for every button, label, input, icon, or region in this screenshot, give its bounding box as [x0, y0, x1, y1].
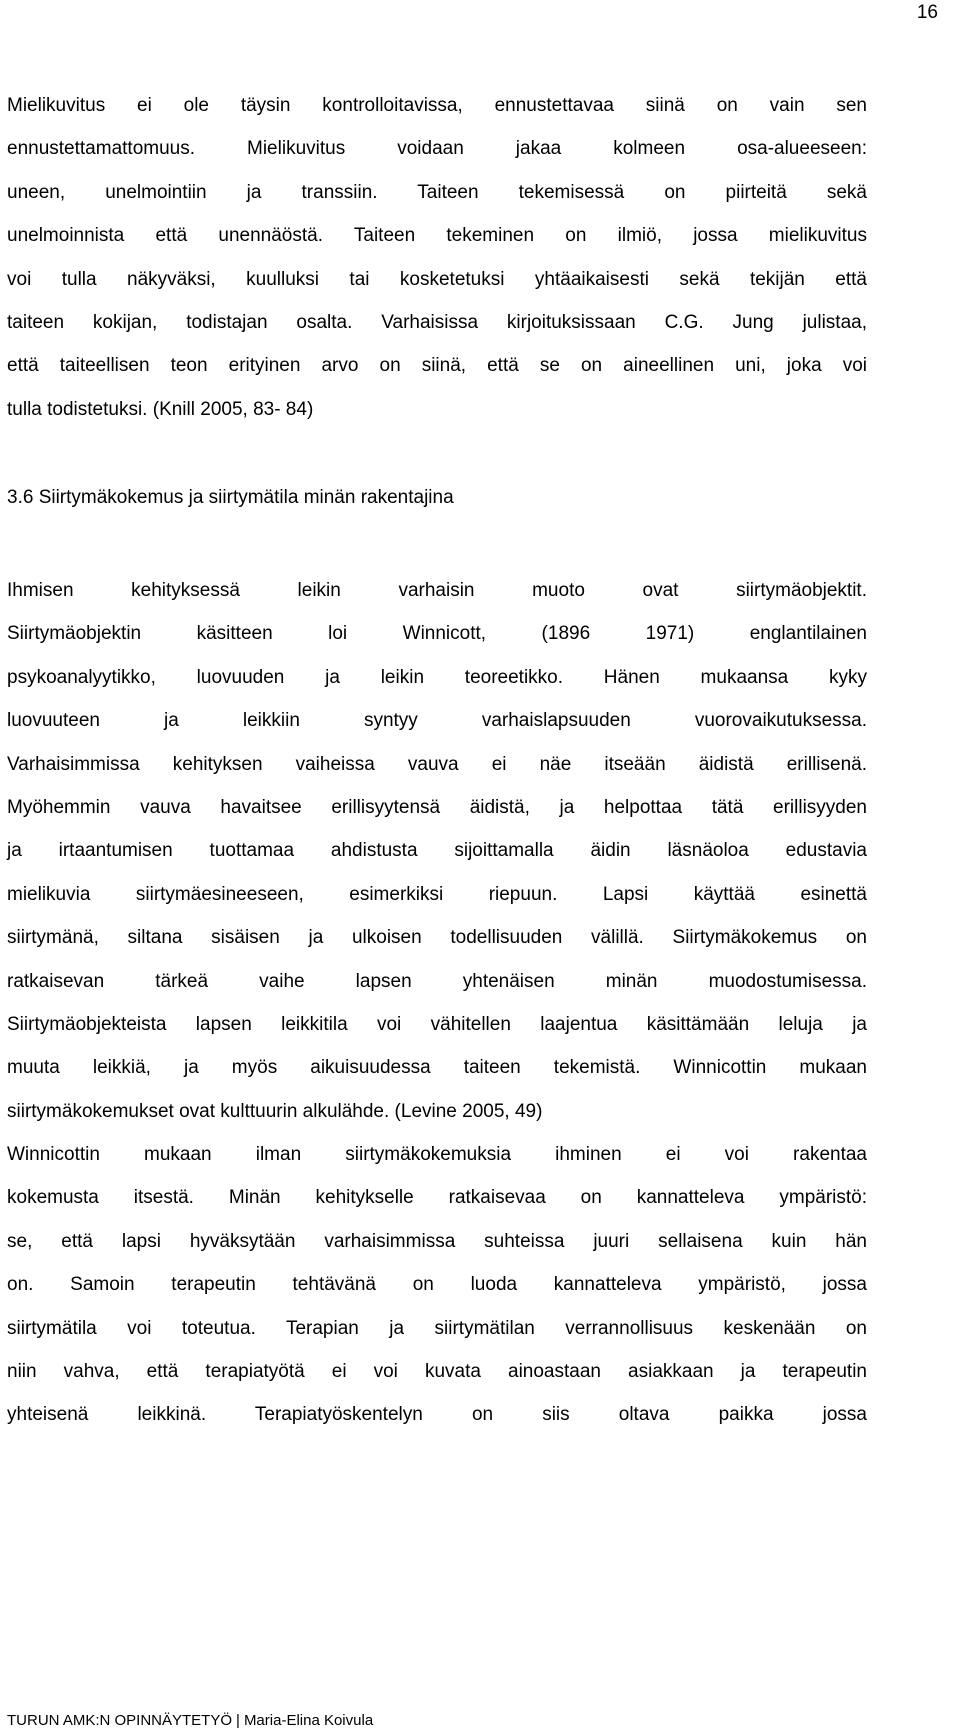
- text-line: siirtymänä, siltana sisäisen ja ulkoisen todellisuuden välillä. Siirtymäkokemus on: [7, 927, 867, 949]
- text-line: yhteisenä leikkinä. Terapiatyöskentelyn on siis oltava paikka jossa: [7, 1404, 867, 1426]
- text-line: se, että lapsi hyväksytään varhaisimmissa suhteissa juuri sellaisena kuin hän: [7, 1230, 867, 1252]
- text-line: Myöhemmin vauva havaitsee erillisyytensä äidistä, ja helpottaa tätä erillisyyden: [7, 797, 867, 819]
- text-line: Varhaisimmissa kehityksen vaiheissa vauva ei näe itseään äidistä erillisenä.: [7, 753, 867, 775]
- footer-author: Maria-Elina Koivula: [243, 1712, 374, 1729]
- text-line: Mielikuvitus ei ole täysin kontrolloitavissa, ennustettavaa siinä on vain sen: [7, 95, 867, 116]
- text-line: Ihmisen kehityksessä leikin varhaisin muoto ovat siirtymäobjektit.: [7, 580, 867, 601]
- text-line: mielikuvia siirtymäesineeseen, esimerkiksi riepuun. Lapsi käyttää esinettä: [7, 883, 867, 905]
- text-line: muuta leikkiä, ja myös aikuisuudessa taiteen tekemistä. Winnicottin mukaan: [7, 1057, 867, 1079]
- text-line: tulla todistetuksi. (Knill 2005, 83- 84): [7, 398, 314, 420]
- text-line: ratkaisevan tärkeä vaihe lapsen yhtenäisen minän muodostumisessa.: [7, 970, 867, 992]
- text-line: kokemusta itsestä. Minän kehitykselle ratkaisevaa on kannatteleva ympäristö:: [7, 1187, 867, 1209]
- text-line: luovuuteen ja leikkiin syntyy varhaislapsuuden vuorovaikutuksessa.: [7, 710, 867, 732]
- text-line: taiteen kokijan, todistajan osalta. Varhaisissa kirjoituksissaan C.G. Jung julistaa,: [7, 312, 867, 334]
- text-line: psykoanalyytikko, luovuuden ja leikin teoreetikko. Hänen mukaansa kyky: [7, 666, 867, 688]
- text-line: Winnicottin mukaan ilman siirtymäkokemuksia ihminen ei voi rakentaa: [7, 1144, 867, 1165]
- text-line: unelmoinnista että unennäöstä. Taiteen tekeminen on ilmiö, jossa mielikuvitus: [7, 225, 867, 247]
- text-line: ennustettamattomuus. Mielikuvitus voidaan jakaa kolmeen osa-alueeseen:: [7, 138, 867, 160]
- footer-separator: |: [236, 1712, 240, 1729]
- text-line: ja irtaantumisen tuottamaa ahdistusta sijoittamalla äidin läsnäoloa edustavia: [7, 840, 867, 862]
- text-line: voi tulla näkyväksi, kuulluksi tai kosketetuksi yhtäaikaisesti sekä tekijän että: [7, 268, 867, 290]
- text-line: siirtymäkokemukset ovat kulttuurin alkulähde. (Levine 2005, 49): [7, 1100, 543, 1122]
- text-line: Siirtymäobjektin käsitteen loi Winnicott, (1896 1971) englantilainen: [7, 623, 867, 645]
- section-heading: 3.6 Siirtymäkokemus ja siirtymätila minän rakentajina: [7, 487, 454, 508]
- page-number: 16: [916, 2, 938, 23]
- text-line: niin vahva, että terapiatyötä ei voi kuvata ainoastaan asiakkaan ja terapeutin: [7, 1361, 867, 1383]
- page-footer: [7, 1712, 373, 1730]
- text-line: että taiteellisen teon erityinen arvo on siinä, että se on aineellinen uni, joka voi: [7, 355, 867, 377]
- text-line: on. Samoin terapeutin tehtävänä on luoda kannatteleva ympäristö, jossa: [7, 1274, 867, 1296]
- paragraph-siirtymaobjektit: [7, 569, 867, 1133]
- footer-institution: TURUN AMK:N OPINNÄYTETYÖ: [7, 1712, 233, 1729]
- text-line: siirtymätila voi toteutua. Terapian ja siirtymätilan verrannollisuus keskenään on: [7, 1317, 867, 1339]
- text-line: Siirtymäobjekteista lapsen leikkitila voi vähitellen laajentua käsittämään leluja ja: [7, 1014, 867, 1036]
- paragraph-winnicott: [7, 1133, 867, 1437]
- text-line: uneen, unelmointiin ja transsiin. Taiteen tekemisessä on piirteitä sekä: [7, 181, 867, 203]
- paragraph-mielikuvitus: [7, 84, 867, 431]
